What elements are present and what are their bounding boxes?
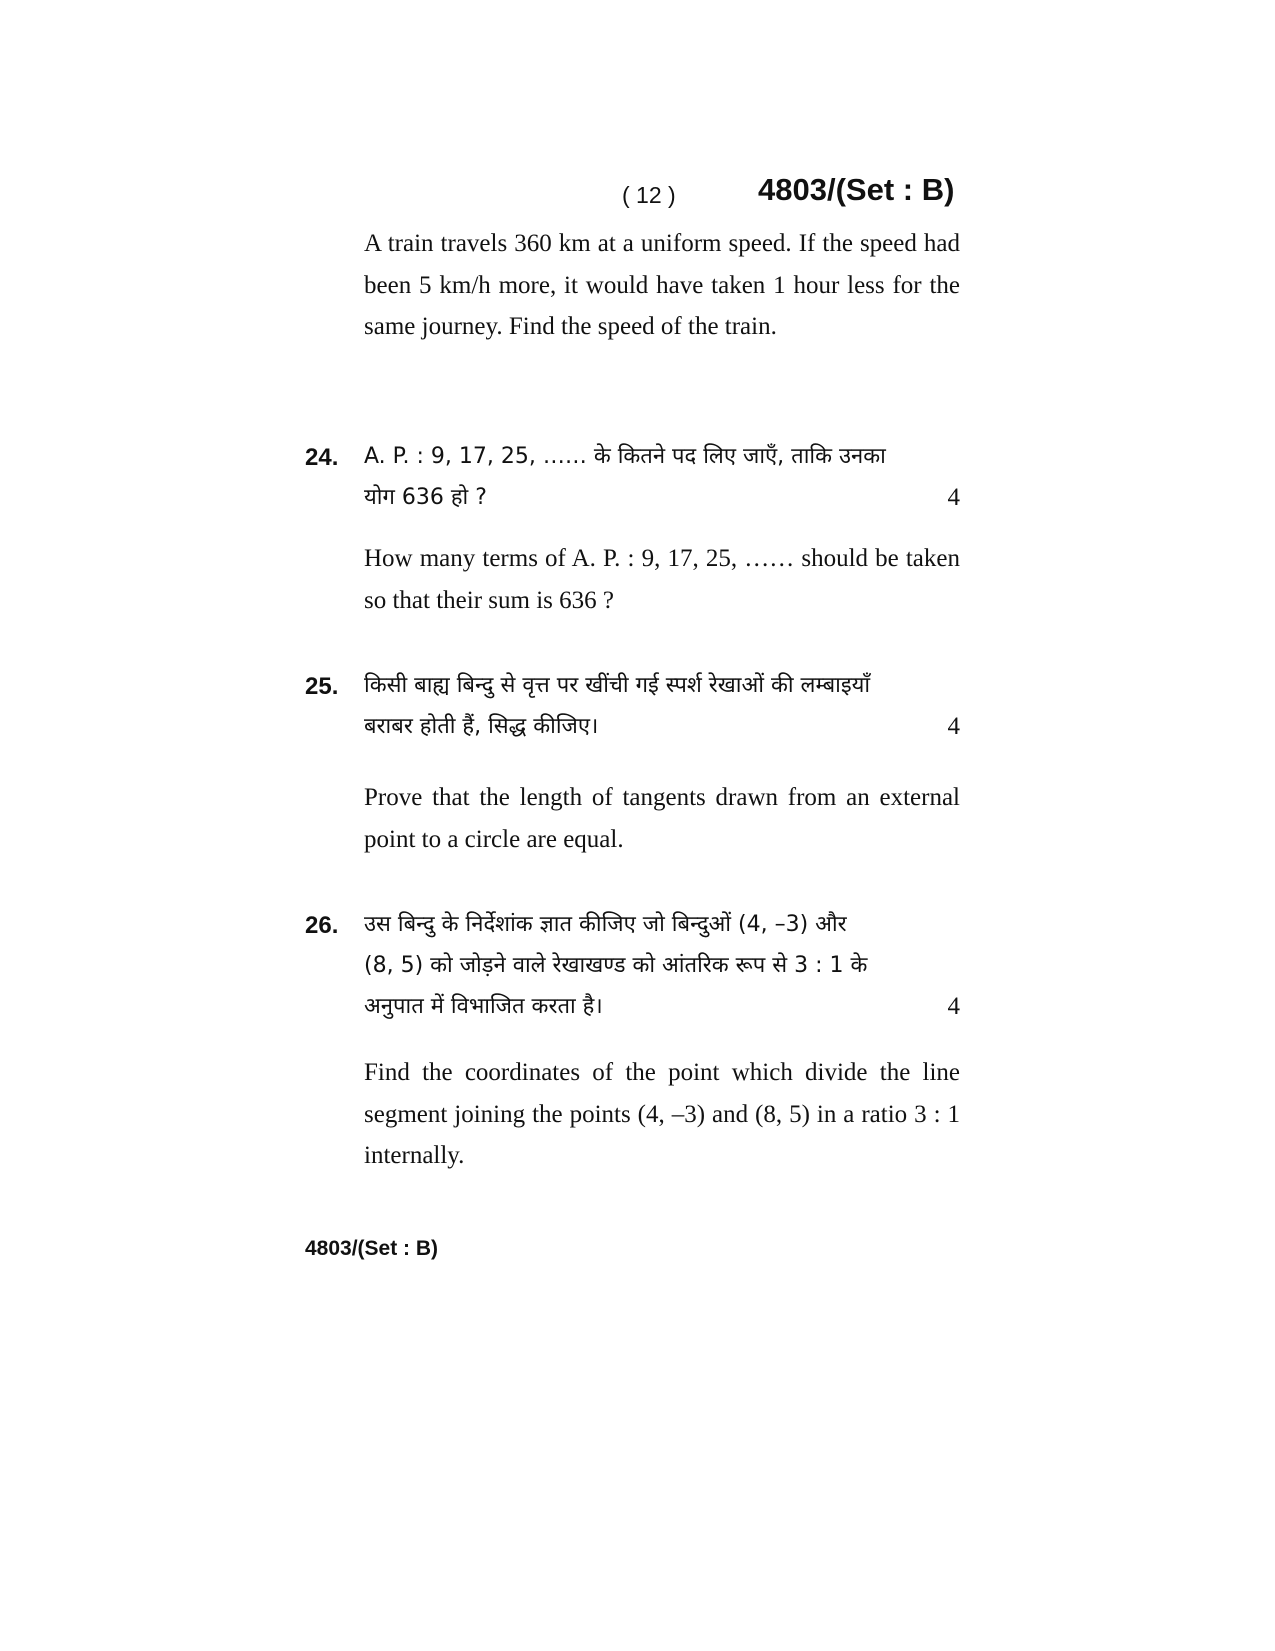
question-24-hindi-line1: A. P. : 9, 17, 25, …… के कितने पद लिए जाएँ, ताकि उनका xyxy=(364,444,886,469)
question-23-english xyxy=(364,223,960,348)
question-26-hindi-line3: अनुपात में विभाजित करता है। xyxy=(364,994,603,1019)
question-23-text: A train travels 360 km at a uniform speed. If the speed had been 5 km/h more, it would have taken 1 hour less for the same journey. Find the speed of the train. xyxy=(364,230,960,340)
question-25-number: 25. xyxy=(305,673,339,700)
paper-code: 4803/(Set : B) xyxy=(758,172,955,207)
question-25-text: Prove that the length of tangents drawn from an external point to a circle are equal. xyxy=(364,784,960,853)
question-26-hindi-line xyxy=(364,986,960,1027)
question-26-marks: 4 xyxy=(947,993,960,1020)
question-26-text: Find the coordinates of the point which divide the line segment joining the points (4, –3) and (8, 5) in a ratio 3 : 1 internally. xyxy=(364,1059,960,1169)
question-26-hindi-line xyxy=(364,904,960,945)
question-26-hindi-line xyxy=(364,945,960,986)
question-26-english xyxy=(364,1052,960,1177)
question-25-hindi xyxy=(364,665,960,747)
question-24-hindi-line xyxy=(364,436,960,477)
question-25-hindi-line xyxy=(364,665,960,706)
page-number: ( 12 ) xyxy=(622,182,676,208)
question-24-marks: 4 xyxy=(947,484,960,511)
footer-paper-code: 4803/(Set : B) xyxy=(305,1237,439,1260)
question-25-marks: 4 xyxy=(947,713,960,740)
question-24-text: How many terms of A. P. : 9, 17, 25, …… should be taken so that their sum is 636 ? xyxy=(364,545,960,614)
question-24-number: 24. xyxy=(305,444,339,471)
question-24-hindi-line2: योग 636 हो ? xyxy=(364,485,487,510)
question-26-hindi-line1: उस बिन्दु के निर्देशांक ज्ञात कीजिए जो बिन्दुओं (4, –3) और xyxy=(364,912,847,937)
question-25-hindi-line1: किसी बाह्य बिन्दु से वृत्त पर खींची गई स्पर्श रेखाओं की लम्बाइयाँ xyxy=(364,673,871,698)
question-24-english xyxy=(364,538,960,621)
question-24-hindi xyxy=(364,436,960,518)
question-25-hindi-line2: बराबर होती हैं, सिद्ध कीजिए। xyxy=(364,714,599,739)
question-25-english xyxy=(364,777,960,860)
question-24-hindi-line xyxy=(364,477,960,518)
question-26-hindi xyxy=(364,904,960,1027)
question-26-number: 26. xyxy=(305,912,339,939)
question-26-hindi-line2: (8, 5) को जोड़ने वाले रेखाखण्ड को आंतरिक रूप से 3 : 1 के xyxy=(364,953,868,978)
question-25-hindi-line xyxy=(364,706,960,747)
page-header xyxy=(0,168,1275,218)
